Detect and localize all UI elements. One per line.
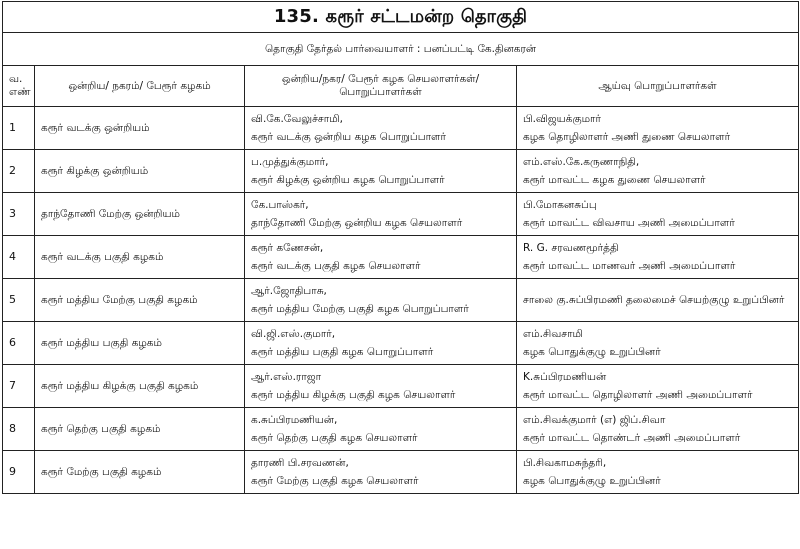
header-union: ஒன்றிய/ நகரம்/ பேரூர் கழகம் xyxy=(35,66,245,107)
secretary-name: க.சுப்பிரமணியன், xyxy=(251,414,338,426)
reviewer-name: எம்.எஸ்.கே.கருணாநிதி, xyxy=(523,156,640,168)
secretary-role: கரூர் மத்திய மேற்கு பகுதி கழக பொறுப்பாளர் xyxy=(251,303,469,315)
table-row xyxy=(3,193,799,236)
secretary-name: ப.முத்துக்குமார், xyxy=(251,156,329,168)
secretary-name: ஆர்.ஜோதிபாசு, xyxy=(251,285,327,297)
reviewer-role: கழக பொதுக்குழு உறுப்பினர் xyxy=(523,475,661,487)
secretary-name: தாரணி பி.சரவணன், xyxy=(251,457,349,469)
secretary-name: கே.பாஸ்கர், xyxy=(251,199,309,211)
document-page xyxy=(2,1,798,547)
secretary-role: கரூர் மேற்கு பகுதி கழக செயலாளர் xyxy=(251,475,419,487)
row-serial-no: 6 xyxy=(3,322,35,365)
reviewer-name: K.சுப்பிரமணியன் xyxy=(523,371,607,383)
table-row xyxy=(3,107,799,150)
table-row xyxy=(3,322,799,365)
secretary-name: ஆர்.எஸ்.ராஜா xyxy=(251,371,322,383)
row-secretary-cell xyxy=(245,322,517,365)
observer-row xyxy=(3,33,799,66)
table-row xyxy=(3,408,799,451)
secretary-role: கரூர் தெற்கு பகுதி கழக செயலாளர் xyxy=(251,432,418,444)
row-area-name: கரூர் தெற்கு பகுதி கழகம் xyxy=(35,408,245,451)
reviewer-name: சாலை கு.சுப்பிரமணி தலைமைச் செயற்குழு உறுப்பினர் xyxy=(523,294,785,306)
title-row xyxy=(3,2,799,33)
reviewer-role: கழக தொழிலாளர் அணி துணை செயலாளர் xyxy=(523,131,731,143)
row-secretary-cell xyxy=(245,451,517,494)
row-serial-no: 5 xyxy=(3,279,35,322)
row-secretary-cell xyxy=(245,408,517,451)
row-reviewer-cell xyxy=(517,236,799,279)
reviewer-name: எம்.சிவக்குமார் (எ) ஜிப்.சிவா xyxy=(523,414,666,426)
reviewer-role: கரூர் மாவட்ட மாணவர் அணி அமைப்பாளர் xyxy=(523,260,736,272)
row-serial-no: 4 xyxy=(3,236,35,279)
row-reviewer-cell xyxy=(517,322,799,365)
row-reviewer-cell xyxy=(517,279,799,322)
row-serial-no: 2 xyxy=(3,150,35,193)
secretary-name: வி.ஜி.எஸ்.குமார், xyxy=(251,328,336,340)
row-area-name: கரூர் மேற்கு பகுதி கழகம் xyxy=(35,451,245,494)
row-secretary-cell xyxy=(245,107,517,150)
row-secretary-cell xyxy=(245,365,517,408)
reviewer-name: பி.விஜயக்குமார் xyxy=(523,113,602,125)
reviewer-role: கரூர் மாவட்ட கழக துணை செயலாளர் xyxy=(523,174,706,186)
row-serial-no: 9 xyxy=(3,451,35,494)
reviewer-name: பி.மோகனசுப்பு xyxy=(523,199,597,211)
reviewer-name: R. G. சரவணமூர்த்தி xyxy=(523,242,619,254)
row-reviewer-cell xyxy=(517,451,799,494)
secretary-role: கரூர் கிழக்கு ஒன்றிய கழக பொறுப்பாளர் xyxy=(251,174,445,186)
table-row xyxy=(3,150,799,193)
reviewer-role: கரூர் மாவட்ட தொழிலாளர் அணி அமைப்பாளர் xyxy=(523,389,753,401)
row-secretary-cell xyxy=(245,236,517,279)
row-serial-no: 7 xyxy=(3,365,35,408)
row-area-name: தாந்தோணி மேற்கு ஒன்றியம் xyxy=(35,193,245,236)
row-secretary-cell xyxy=(245,150,517,193)
secretary-role: கரூர் மத்திய பகுதி கழக பொறுப்பாளர் xyxy=(251,346,434,358)
header-row xyxy=(3,66,799,107)
reviewer-name: எம்.சிவசாமி xyxy=(523,328,583,340)
constituency-table xyxy=(2,1,799,494)
secretary-role: தாந்தோணி மேற்கு ஒன்றிய கழக செயலாளர் xyxy=(251,217,463,229)
reviewer-role: கரூர் மாவட்ட விவசாய அணி அமைப்பாளர் xyxy=(523,217,735,229)
header-serial-no: வ. எண் xyxy=(3,66,35,107)
row-secretary-cell xyxy=(245,279,517,322)
row-area-name: கரூர் வடக்கு ஒன்றியம் xyxy=(35,107,245,150)
secretary-role: கரூர் மத்திய கிழக்கு பகுதி கழக செயலாளர் xyxy=(251,389,456,401)
row-area-name: கரூர் மத்திய பகுதி கழகம் xyxy=(35,322,245,365)
secretary-role: கரூர் வடக்கு ஒன்றிய கழக பொறுப்பாளர் xyxy=(251,131,447,143)
table-row xyxy=(3,451,799,494)
header-secretaries: ஒன்றிய/நகர/ பேரூர் கழக செயலாளர்கள்/ பொறுப்பாளர்கள் xyxy=(245,66,517,107)
row-reviewer-cell xyxy=(517,365,799,408)
row-area-name: கரூர் வடக்கு பகுதி கழகம் xyxy=(35,236,245,279)
reviewer-role: கழக பொதுக்குழு உறுப்பினர் xyxy=(523,346,661,358)
row-reviewer-cell xyxy=(517,107,799,150)
secretary-name: வி.கே.வேலுச்சாமி, xyxy=(251,113,343,125)
row-secretary-cell xyxy=(245,193,517,236)
table-row xyxy=(3,365,799,408)
row-serial-no: 1 xyxy=(3,107,35,150)
row-serial-no: 8 xyxy=(3,408,35,451)
observer-line: தொகுதி தேர்தல் பார்வையாளர் : பனப்பட்டி கே.தினகரன் xyxy=(3,33,799,66)
secretary-name: கரூர் கணேசன், xyxy=(251,242,324,254)
document-title: 135. கரூர் சட்டமன்ற தொகுதி xyxy=(3,2,799,33)
table-row xyxy=(3,279,799,322)
row-serial-no: 3 xyxy=(3,193,35,236)
secretary-role: கரூர் வடக்கு பகுதி கழக செயலாளர் xyxy=(251,260,421,272)
row-area-name: கரூர் மத்திய மேற்கு பகுதி கழகம் xyxy=(35,279,245,322)
table-row xyxy=(3,236,799,279)
row-area-name: கரூர் மத்திய கிழக்கு பகுதி கழகம் xyxy=(35,365,245,408)
row-reviewer-cell xyxy=(517,193,799,236)
header-reviewers: ஆய்வு பொறுப்பாளர்கள் xyxy=(517,66,799,107)
row-area-name: கரூர் கிழக்கு ஒன்றியம் xyxy=(35,150,245,193)
row-reviewer-cell xyxy=(517,150,799,193)
row-reviewer-cell xyxy=(517,408,799,451)
reviewer-name: பி.சிவகாமசுந்தரி, xyxy=(523,457,607,469)
reviewer-role: கரூர் மாவட்ட தொண்டர் அணி அமைப்பாளர் xyxy=(523,432,741,444)
